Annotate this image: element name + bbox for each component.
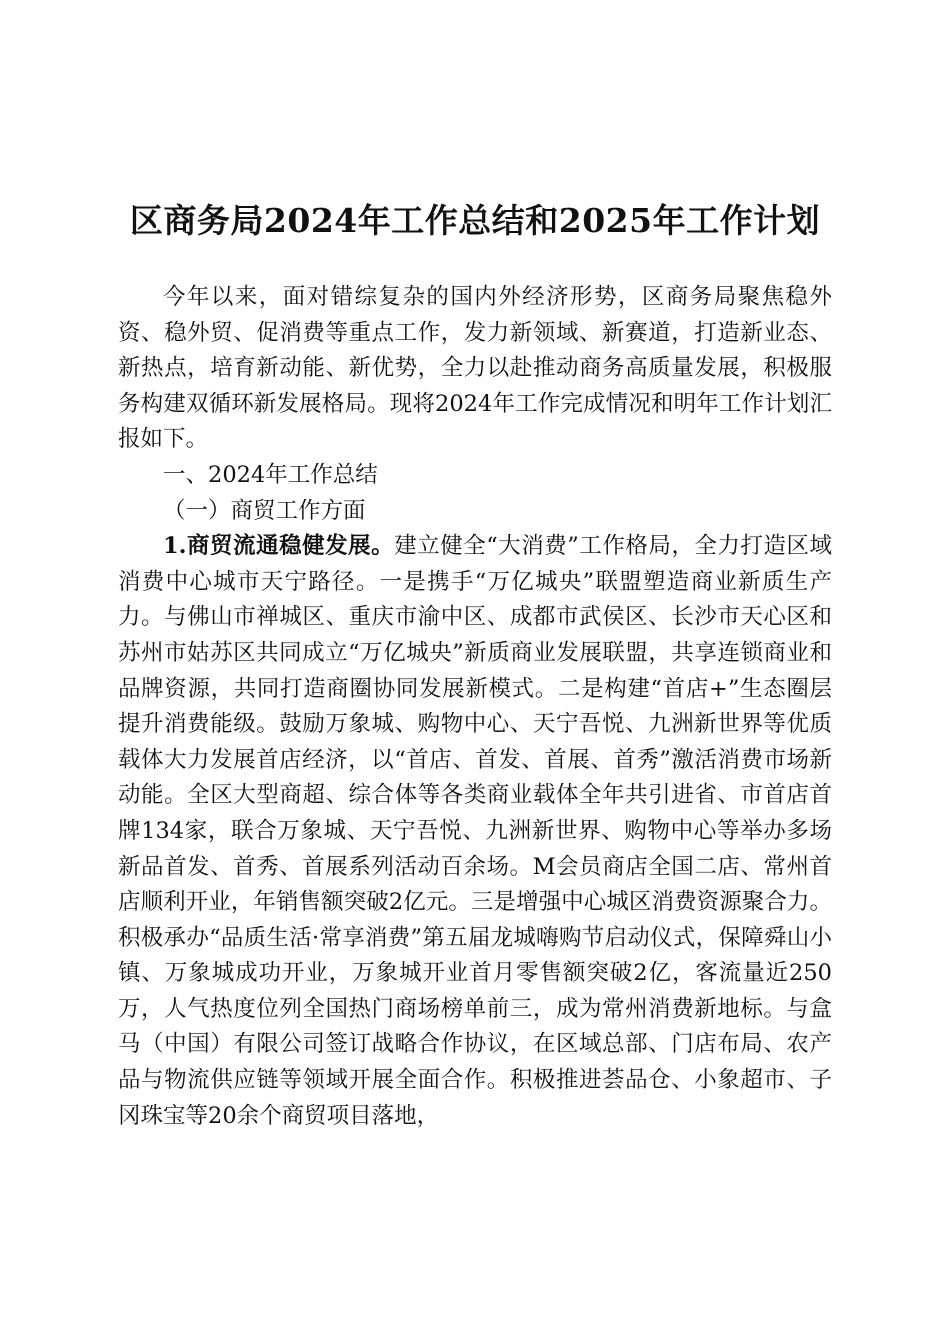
item-paragraph [118,529,832,1134]
item-body: 建立健全“大消费”工作格局，全力打造区域消费中心城市天宁路径。一是携手“万亿城央”联盟塑造商业新质生产力。与佛山市禅城区、重庆市渝中区、成都市武侯区、长沙市天心区和苏州市姑苏区共同成立“万亿城央”新质商业发展联盟，共享连锁商业和品牌资源，共同打造商圈协同发展新模式。二是构建“首店+”生态圈层提升消费能级。鼓励万象城、购物中心、天宁吾悦、九洲新世界等优质载体大力发展首店经济，以“首店、首发、首展、首秀”激活消费市场新动能。全区大型商超、综合体等各类商业载体全年共引进省、市首店首牌134家，联合万象城、天宁吾悦、九洲新世界、购物中心等举办多场新品首发、首秀、首展系列活动百余场。M会员商店全国二店、常州首店顺利开业，年销售额突破2亿元。三是增强中心城区消费资源聚合力。积极承办“品质生活·常享消费”第五届龙城嗨购节启动仪式，保障舜山小镇、万象城成功开业，万象城开业首月零售额突破2亿，客流量近250万，人气热度位列全国热门商场榜单前三，成为常州消费新地标。与盒马（中国）有限公司签订战略合作协议，在区域总部、门店布局、农产品与物流供应链等领域开展全面合作。积极推进荟品仓、小象超市、子冈珠宝等20余个商贸项目落地， [118,533,832,1129]
document-title: 区商务局2024年工作总结和2025年工作计划 [129,201,821,240]
document-body [118,280,832,1134]
item-lead: 1.商贸流通稳健发展。 [163,533,395,560]
intro-paragraph: 今年以来，面对错综复杂的国内外经济形势，区商务局聚焦稳外资、稳外贸、促消费等重点工作，发力新领域、新赛道，打造新业态、新热点，培育新动能、新优势，全力以赴推动商务高质量发展，积极服务构建双循环新发展格局。现将2024年工作完成情况和明年工作计划汇报如下。 [118,284,832,453]
section-heading: 一、2024年工作总结 [163,461,378,488]
subsection-heading: （一）商贸工作方面 [163,497,366,524]
